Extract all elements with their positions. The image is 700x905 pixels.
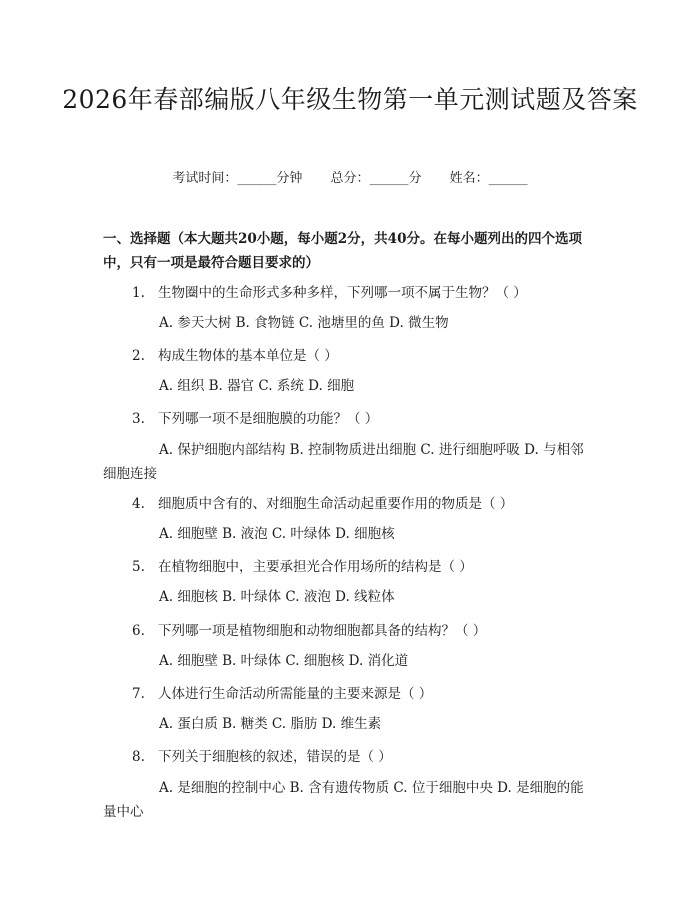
question-8 [132,747,602,767]
total-score-field: 总分：______分 [330,171,422,186]
document-title: 2026年春部编版八年级生物第一单元测试题及答案 [62,85,638,114]
question-7-options: A. 蛋白质 B. 糖类 C. 脂肪 D. 维生素 [159,716,382,732]
question-4 [132,494,602,514]
question-2-options: A. 组织 B. 器官 C. 系统 D. 细胞 [159,378,355,394]
question-3-options: A. 保护细胞内部结构 B. 控制物质进出细胞 C. 进行细胞呼吸 D. 与相邻细胞连接 [103,442,584,482]
question-6-options: A. 细胞壁 B. 叶绿体 C. 细胞核 D. 消化道 [159,653,409,669]
question-number: 3. [132,411,145,427]
question-text: 生物圈中的生命形式多种多样，下列哪一项不属于生物？（ ） [158,285,527,301]
question-number: 1. [132,285,145,301]
question-text: 细胞质中含有的、对细胞生命活动起重要作用的物质是（ ） [158,496,514,512]
question-5-options: A. 细胞核 B. 叶绿体 C. 液泡 D. 线粒体 [159,589,395,605]
question-text: 在植物细胞中，主要承担光合作用场所的结构是（ ） [158,559,473,575]
question-1 [132,283,602,303]
question-text: 人体进行生命活动所需能量的主要来源是（ ） [158,686,433,702]
question-text: 下列关于细胞核的叙述，错误的是（ ） [158,749,392,765]
question-number: 4. [132,496,145,512]
section-heading-choice: 一、选择题（本大题共20小题，每小题2分，共40分。在每小题列出的四个选项中，只有一项是最符合题目要求的） [103,231,582,271]
exam-info-line [0,170,700,188]
student-name-field: 姓名：______ [449,171,528,186]
question-1-options: A. 参天大树 B. 食物链 C. 池塘里的鱼 D. 微生物 [159,315,449,331]
question-7 [132,684,602,704]
question-number: 8. [132,749,145,765]
question-text: 下列哪一项是植物细胞和动物细胞都具备的结构？（ ） [158,623,487,639]
question-number: 2. [132,348,145,364]
question-number: 7. [132,686,145,702]
question-text: 构成生物体的基本单位是（ ） [158,348,338,364]
question-2 [132,346,602,366]
question-8-options: A. 是细胞的控制中心 B. 含有遗传物质 C. 位于细胞中央 D. 是细胞的能量中心 [103,780,584,820]
question-5 [132,557,602,577]
question-6 [132,621,602,641]
question-text: 下列哪一项不是细胞膜的功能？（ ） [158,411,379,427]
question-3 [132,409,602,429]
question-number: 5. [132,559,145,575]
question-4-options: A. 细胞壁 B. 液泡 C. 叶绿体 D. 细胞核 [159,526,395,542]
question-number: 6. [132,623,145,639]
exam-time-field: 考试时间：______分钟 [172,171,303,186]
